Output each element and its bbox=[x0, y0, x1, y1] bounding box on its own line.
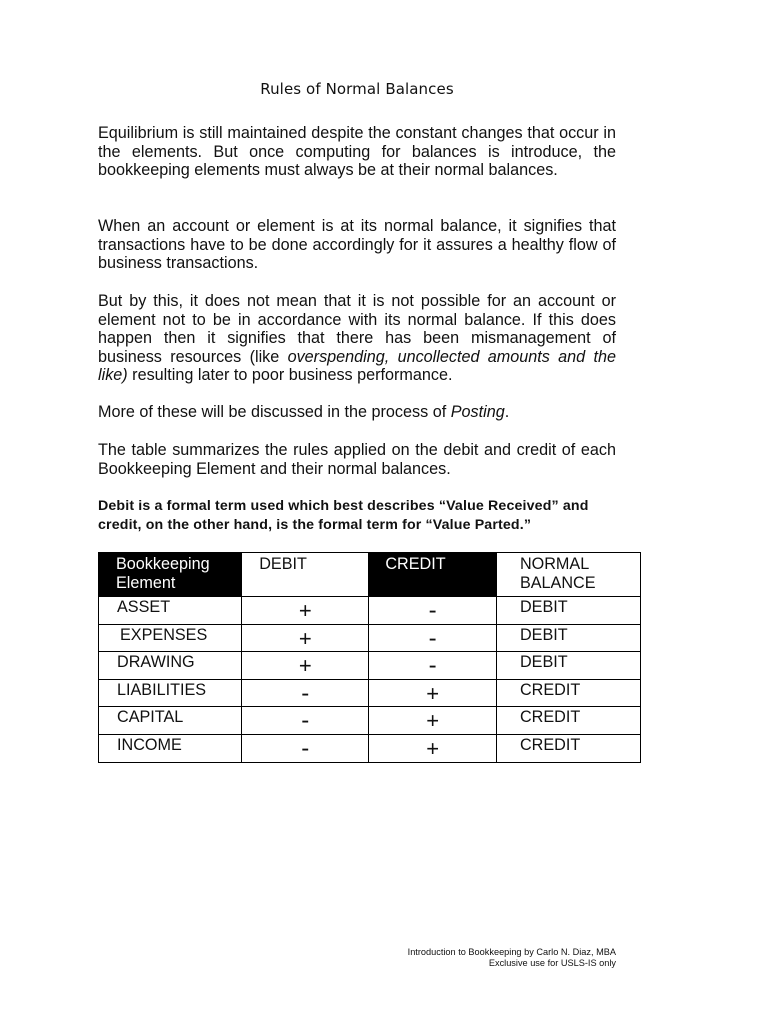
normal-balance-cell: CREDIT bbox=[496, 707, 640, 735]
credit-sign-cell: + bbox=[369, 734, 497, 762]
element-cell: DRAWING bbox=[99, 652, 242, 680]
page-footer bbox=[370, 947, 616, 968]
paragraph-normal-balance: When an account or element is at its normal balance, it signifies that transactions have to be done accordingly for it assures a healthy flow of business transactions. bbox=[98, 217, 616, 273]
debit-sign-cell: + bbox=[242, 597, 369, 625]
footer-usage-line: Exclusive use for USLS-IS only bbox=[488, 957, 616, 968]
debit-sign-cell: - bbox=[242, 679, 369, 707]
element-cell: LIABILITIES bbox=[99, 679, 242, 707]
element-cell: INCOME bbox=[99, 734, 242, 762]
paragraph-equilibrium: Equilibrium is still maintained despite the constant changes that occur in the elements. But once computing for balances is introduce, the bookkeeping elements must always be at their normal balances. bbox=[98, 124, 616, 180]
p3-text-start: But by this, it does not mean that it is not possible for an account or element not to be in accordance with its normal balance. If this does happen then it signifies that there has been mismanagement of business resources (like bbox=[98, 292, 616, 366]
credit-sign-cell: + bbox=[369, 679, 497, 707]
header-normal-balance: NORMAL BALANCE bbox=[496, 553, 640, 597]
normal-balance-cell: DEBIT bbox=[496, 652, 640, 680]
normal-balance-cell: CREDIT bbox=[496, 679, 640, 707]
table-row bbox=[99, 734, 641, 762]
table-row bbox=[99, 597, 641, 625]
table-row bbox=[99, 624, 641, 652]
normal-balance-cell: DEBIT bbox=[496, 597, 640, 625]
p3-italic-text: overspending, uncollected amounts and the like) bbox=[98, 347, 616, 385]
table-row bbox=[99, 707, 641, 735]
table-row bbox=[99, 652, 641, 680]
credit-sign-cell: - bbox=[369, 624, 497, 652]
normal-balance-cell: CREDIT bbox=[496, 734, 640, 762]
paragraph-posting bbox=[98, 403, 616, 422]
table-row bbox=[99, 679, 641, 707]
paragraph-mismanagement bbox=[98, 292, 616, 385]
p4-text-start: More of these will be discussed in the process of bbox=[98, 403, 451, 421]
header-debit: DEBIT bbox=[242, 553, 369, 597]
debit-sign-cell: + bbox=[242, 652, 369, 680]
page-title: Rules of Normal Balances bbox=[260, 80, 454, 98]
debit-credit-note: Debit is a formal term used which best describes “Value Received” and credit, on the other hand, is the formal term for “Value Parted.” bbox=[98, 498, 589, 533]
header-bookkeeping-element: Bookkeeping Element bbox=[99, 553, 242, 597]
debit-sign-cell: - bbox=[242, 734, 369, 762]
debit-sign-cell: - bbox=[242, 707, 369, 735]
credit-sign-cell: - bbox=[369, 597, 497, 625]
paragraph-table-summary: The table summarizes the rules applied on the debit and credit of each Bookkeeping Element and their normal balances. bbox=[98, 441, 616, 478]
header-credit: CREDIT bbox=[369, 553, 497, 597]
p3-text-end: resulting later to poor business performance. bbox=[127, 366, 453, 385]
credit-sign-cell: + bbox=[369, 707, 497, 735]
element-cell: CAPITAL bbox=[99, 707, 242, 735]
element-cell: ASSET bbox=[99, 597, 242, 625]
table-header-row bbox=[99, 553, 641, 597]
p4-text-end: . bbox=[504, 403, 510, 421]
credit-sign-cell: - bbox=[369, 652, 497, 680]
p4-italic-text: Posting bbox=[450, 403, 505, 421]
normal-balance-table bbox=[98, 552, 641, 763]
normal-balance-cell: DEBIT bbox=[496, 624, 640, 652]
element-cell: EXPENSES bbox=[99, 624, 242, 652]
footer-author-line: Introduction to Bookkeeping by Carlo N. Diaz, MBA bbox=[407, 947, 616, 957]
debit-sign-cell: + bbox=[242, 624, 369, 652]
